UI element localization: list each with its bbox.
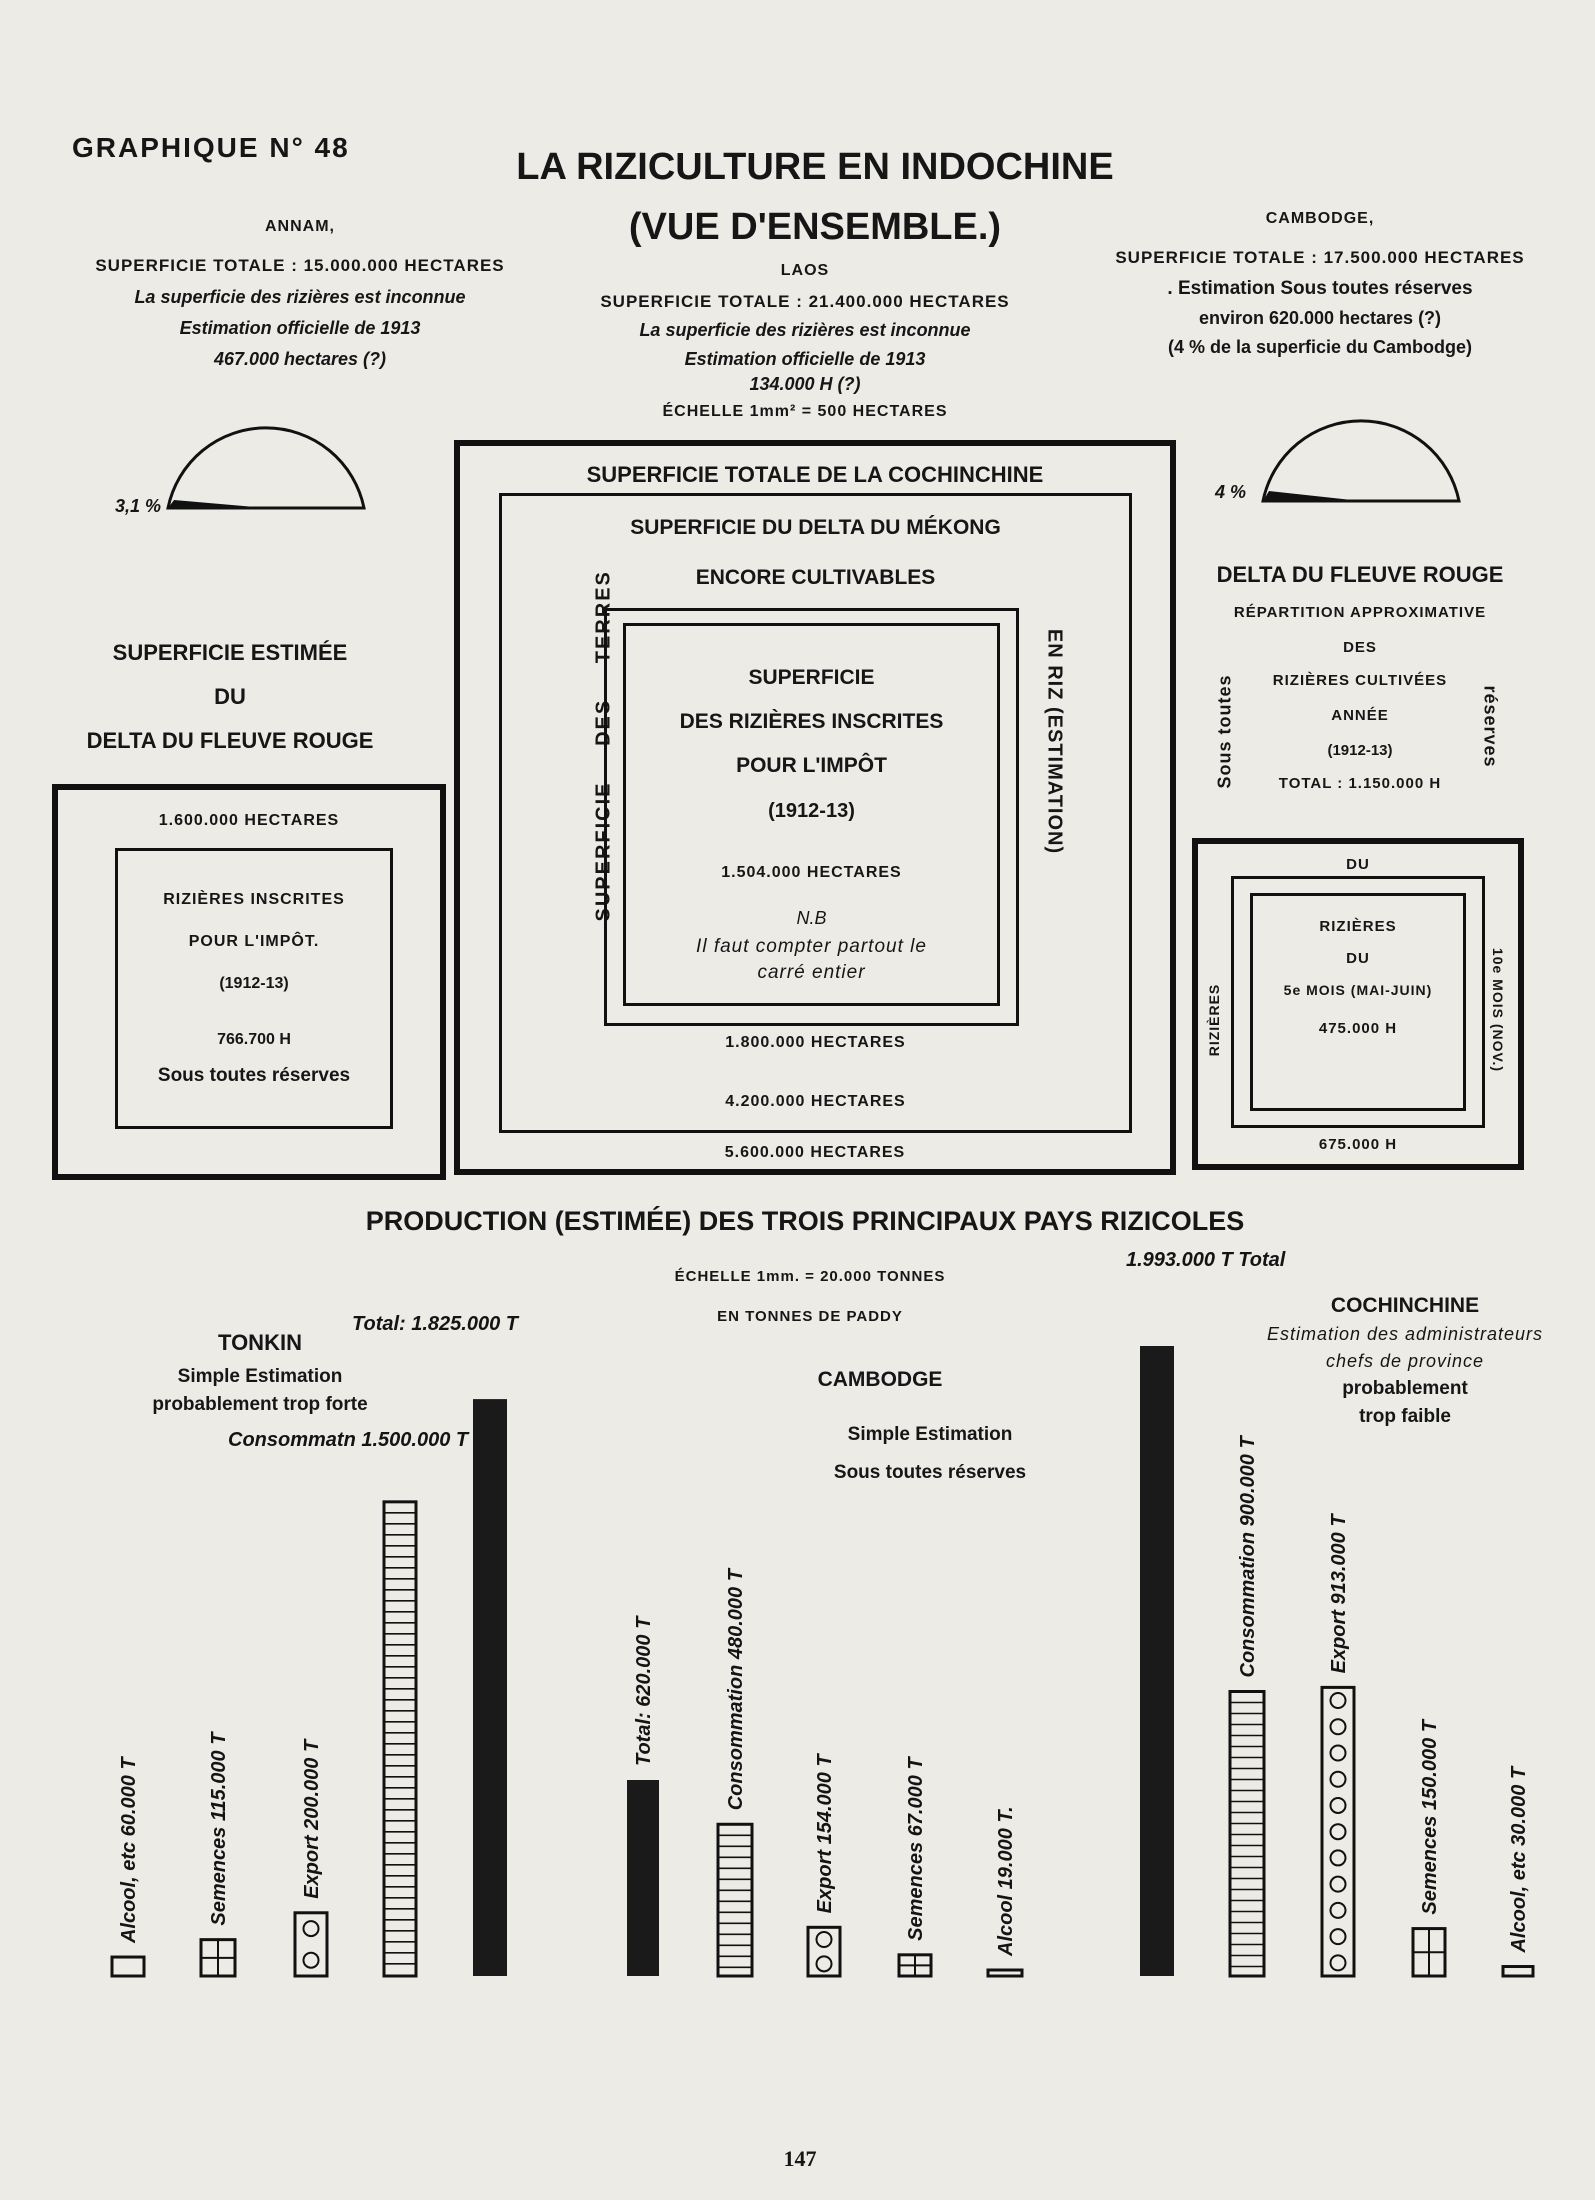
laos-line3: 134.000 H (?) [749, 374, 861, 394]
value-5600: 5.600.000 HECTARES [724, 1144, 906, 1161]
cochinchine-bar-export-circle [1331, 1877, 1346, 1892]
cambodge-bar-total [627, 1780, 659, 1976]
nb-line2: carré entier [757, 962, 866, 983]
value-4200: 4.200.000 HECTARES [725, 1093, 906, 1110]
page-title: LA RIZICULTURE EN INDOCHINE [516, 146, 1114, 188]
cambodge-prod-note1: Simple Estimation [847, 1424, 1013, 1445]
annam-line2: Estimation officielle de 1913 [179, 318, 421, 338]
tonkin-bar-total [473, 1399, 507, 1976]
delta-rouge-l1: RÉPARTITION APPROXIMATIVE [1233, 604, 1487, 621]
tonkin-prod-note1: Simple Estimation [177, 1366, 343, 1387]
page-number: 147 [783, 2146, 817, 2171]
cochinchine-bar-export-circle [1331, 1824, 1346, 1839]
cochinchine-bar-export-circle [1331, 1798, 1346, 1813]
tonkin-inner-1: RIZIÈRES INSCRITES [163, 891, 345, 908]
tonkin-inner-4: 766.700 H [217, 1031, 291, 1048]
annam-line1: La superficie des rizières est inconnue [134, 287, 466, 307]
sous-toutes-vertical: Sous toutes [1214, 674, 1235, 789]
cochinchine-bar-export-circle [1331, 1719, 1346, 1734]
drs-inner-1: RIZIÈRES [1319, 918, 1397, 935]
drs-inner-3: 5e MOIS (MAI-JUIN) [1283, 982, 1433, 998]
cochinchine-bar-alcool-etc [1503, 1967, 1533, 1976]
delta-rouge-title: DELTA DU FLEUVE ROUGE [1216, 562, 1504, 587]
registered-2: DES RIZIÈRES INSCRITES [679, 710, 944, 733]
cultivable-label: ENCORE CULTIVABLES [695, 566, 936, 589]
delta-rouge-du: DU [1346, 856, 1370, 873]
annam-pct-label: 3,1 % [115, 496, 162, 516]
tonkin-bar-total-label: Total: 1.825.000 T [352, 1313, 518, 1335]
cochinchine-bar-consommation-label: Consommation 900.000 T [1237, 1436, 1259, 1678]
cambodge-bar-export-circle [817, 1956, 832, 1971]
value-1800: 1.800.000 HECTARES [725, 1034, 906, 1051]
delta-rouge-l5: (1912-13) [1327, 742, 1393, 759]
cambodge-bar-export [808, 1927, 840, 1976]
delta-rouge-outer-value: 675.000 H [1318, 1136, 1398, 1153]
scale-note: ÉCHELLE 1mm² = 500 HECTARES [662, 403, 948, 420]
delta-rouge-l4: ANNÉE [1331, 707, 1389, 724]
registered-value: 1.504.000 HECTARES [721, 864, 902, 881]
laos-name: LAOS [780, 262, 830, 279]
cochinchine-bar-alcool-etc-label: Alcool, etc 30.000 T [1508, 1766, 1530, 1953]
delta-rouge-l3: RIZIÈRES CULTIVÉES [1272, 672, 1448, 689]
cochinchine-bar-export-circle [1331, 1850, 1346, 1865]
graph-number: GRAPHIQUE N° 48 [72, 132, 350, 163]
tonkin-prod-note2: probablement trop forte [152, 1394, 368, 1415]
laos-line1: La superficie des rizières est inconnue [639, 320, 971, 340]
registered-3: POUR L'IMPÔT [736, 754, 887, 777]
tonkin-bar-semences-label: Semences 115.000 T [208, 1732, 230, 1926]
delta-rouge-l2: DES [1343, 639, 1377, 656]
delta-title-3: DELTA DU FLEUVE ROUGE [86, 728, 374, 753]
cochinchine-prod-note2: chefs de province [1325, 1351, 1485, 1371]
cochinchine-outer-title: SUPERFICIE TOTALE DE LA COCHINCHINE [586, 462, 1044, 487]
tonkin-bar-export-circle [304, 1921, 319, 1936]
cambodge-prod-name: CAMBODGE [817, 1368, 943, 1391]
tonkin-bar-export [295, 1913, 327, 1976]
annam-total: SUPERFICIE TOTALE : 15.000.000 HECTARES [95, 256, 505, 275]
cambodge-line2: environ 620.000 hectares (?) [1198, 308, 1442, 328]
delta-title-1: SUPERFICIE ESTIMÉE [112, 640, 348, 665]
cochinchine-bar-total-label: 1.993.000 T Total [1126, 1249, 1286, 1271]
cambodge-bar-export-label: Export 154.000 T [814, 1754, 836, 1914]
nb-label: N.B [796, 908, 827, 928]
cochinchine-bar-total [1140, 1346, 1174, 1976]
cambodge-pct-label: 4 % [1215, 482, 1247, 502]
riz-vertical: EN RIZ (ESTIMATION) [1043, 628, 1066, 855]
annam-name: ANNAM, [265, 218, 335, 235]
cochinchine-bar-export-circle [1331, 1772, 1346, 1787]
cochinchine-prod-note4: trop faible [1359, 1406, 1451, 1427]
registered-4: (1912-13) [768, 800, 855, 822]
drs-inner-4: 475.000 H [1318, 1020, 1398, 1037]
registered-1: SUPERFICIE [748, 666, 875, 689]
cambodge-prod-note2: Sous toutes réserves [833, 1462, 1027, 1483]
mekong-title: SUPERFICIE DU DELTA DU MÉKONG [630, 516, 1001, 539]
cochinchine-bar-export-circle [1331, 1693, 1346, 1708]
tonkin-inner-5: Sous toutes réserves [157, 1065, 351, 1086]
production-title: PRODUCTION (ESTIMÉE) DES TROIS PRINCIPAUX PAYS RIZICOLES [365, 1206, 1245, 1236]
cambodge-name: CAMBODGE, [1265, 210, 1375, 227]
reserves-vertical: réserves [1480, 685, 1501, 768]
cambodge-bar-semences-label: Semences 67.000 T [905, 1757, 927, 1941]
cochinchine-prod-note1: Estimation des administrateurs [1266, 1324, 1544, 1344]
10e-mois-side: 10e MOIS (NOV.) [1490, 947, 1506, 1073]
cochinchine-bar-export-circle [1331, 1903, 1346, 1918]
cambodge-bar-export-circle [817, 1932, 832, 1947]
cochinchine-prod-note3: probablement [1342, 1378, 1468, 1399]
cambodge-bar-total-label: Total: 620.000 T [633, 1616, 655, 1767]
page-subtitle: (VUE D'ENSEMBLE.) [628, 206, 1002, 248]
annam-line3: 467.000 hectares (?) [213, 349, 387, 369]
production-scale: ÉCHELLE 1mm. = 20.000 TONNES [674, 1268, 946, 1285]
terres-vertical: SUPERFICIE DES TERRES [592, 570, 615, 922]
cambodge-total: SUPERFICIE TOTALE : 17.500.000 HECTARES [1115, 248, 1525, 267]
tonkin-outer-value: 1.600.000 HECTARES [158, 812, 340, 829]
laos-total: SUPERFICIE TOTALE : 21.400.000 HECTARES [600, 292, 1010, 311]
cochinchine-bar-semences-label: Semences 150.000 T [1419, 1719, 1441, 1915]
cambodge-bar-consommation-label: Consommation 480.000 T [725, 1569, 747, 1811]
cochinchine-prod-name: COCHINCHINE [1330, 1294, 1480, 1317]
laos-line2: Estimation officielle de 1913 [684, 349, 926, 369]
tonkin-prod-name: TONKIN [218, 1330, 302, 1355]
cochinchine-bar-export-circle [1331, 1955, 1346, 1970]
cambodge-bar-alcool [988, 1970, 1022, 1976]
drs-inner-2: DU [1346, 950, 1370, 967]
cambodge-line1: . Estimation Sous toutes réserves [1167, 278, 1473, 299]
nb-line1: Il faut compter partout le [696, 936, 927, 957]
cochinchine-bar-export [1322, 1687, 1354, 1976]
tonkin-bar-alcool-etc-label: Alcool, etc 60.000 T [118, 1757, 140, 1944]
tonkin-bar-consommation [384, 1502, 416, 1976]
tonkin-bar-consommation-label: Consommatn 1.500.000 T [228, 1429, 469, 1451]
cambodge-line3: (4 % de la superficie du Cambodge) [1167, 337, 1473, 357]
cambodge-bar-alcool-label: Alcool 19.000 T. [995, 1806, 1017, 1956]
delta-rouge-total: TOTAL : 1.150.000 H [1278, 775, 1442, 792]
production-unit: EN TONNES DE PADDY [717, 1308, 903, 1325]
tonkin-inner-3: (1912-13) [219, 975, 289, 992]
tonkin-inner-2: POUR L'IMPÔT. [188, 933, 320, 950]
cochinchine-bar-export-label: Export 913.000 T [1328, 1514, 1350, 1674]
tonkin-bar-export-circle [304, 1953, 319, 1968]
cochinchine-bar-export-circle [1331, 1929, 1346, 1944]
rizieres-side: RIZIÈRES [1206, 983, 1222, 1057]
tonkin-bar-export-label: Export 200.000 T [301, 1739, 323, 1899]
cochinchine-bar-export-circle [1331, 1745, 1346, 1760]
delta-title-2: DU [214, 684, 246, 709]
tonkin-bar-alcool-etc [112, 1957, 144, 1976]
